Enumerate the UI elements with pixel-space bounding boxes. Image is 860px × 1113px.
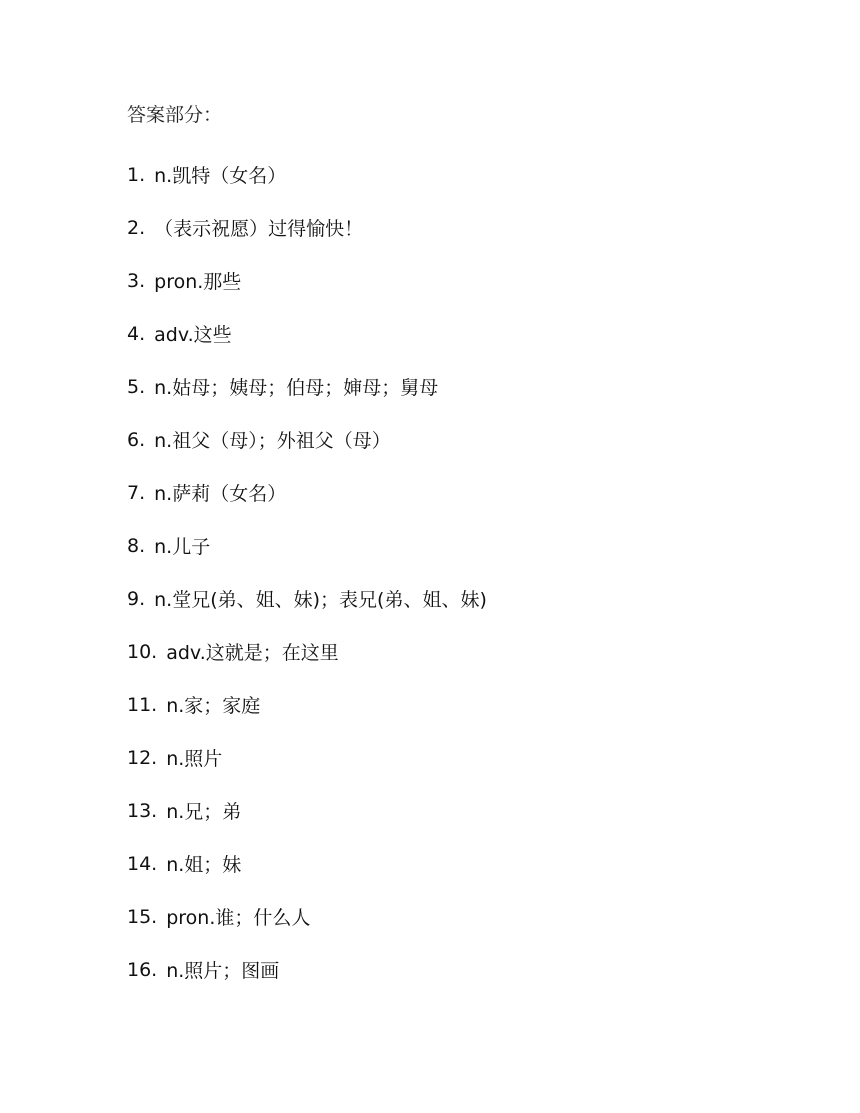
answer-text: pron.谁；什么人: [166, 907, 311, 929]
answer-section-heading: 答案部分：: [127, 104, 223, 126]
answer-number: 13.: [127, 799, 158, 822]
answer-number: 11.: [127, 693, 158, 716]
answer-item: [127, 201, 487, 254]
answer-text: n.祖父（母）；外祖父（母）: [154, 430, 391, 452]
answer-item: [127, 943, 487, 996]
answer-item: [127, 890, 487, 943]
answer-number: 4.: [127, 322, 146, 345]
answer-text: n.照片: [166, 748, 223, 770]
answer-number: 10.: [127, 640, 158, 663]
answer-text: n.家；家庭: [166, 695, 261, 717]
answer-item: [127, 572, 487, 625]
answer-number: 6.: [127, 428, 146, 451]
answer-text: n.凯特（女名）: [154, 165, 287, 187]
answer-number: 14.: [127, 852, 158, 875]
answer-text: n.堂兄(弟、姐、妹)；表兄(弟、姐、妹): [154, 589, 487, 611]
answer-list: [127, 148, 487, 996]
answer-item: [127, 731, 487, 784]
answer-text: adv.这就是；在这里: [166, 642, 339, 664]
answer-number: 9.: [127, 587, 146, 610]
answer-text: n.萨莉（女名）: [154, 483, 287, 505]
answer-item: [127, 466, 487, 519]
answer-item: [127, 413, 487, 466]
answer-number: 16.: [127, 958, 158, 981]
answer-text: n.姐；妹: [166, 854, 242, 876]
answer-item: [127, 519, 487, 572]
answer-number: 7.: [127, 481, 146, 504]
answer-item: [127, 307, 487, 360]
answer-text: n.儿子: [154, 536, 211, 558]
answer-number: 12.: [127, 746, 158, 769]
answer-item: [127, 148, 487, 201]
answer-text: n.姑母；姨母；伯母；婶母；舅母: [154, 377, 439, 399]
answer-number: 5.: [127, 375, 146, 398]
answer-text: （表示祝愿）过得愉快！: [154, 218, 364, 240]
answer-number: 2.: [127, 216, 146, 239]
answer-item: [127, 678, 487, 731]
answer-item: [127, 784, 487, 837]
answer-item: [127, 837, 487, 890]
answer-text: n.兄；弟: [166, 801, 242, 823]
answer-item: [127, 254, 487, 307]
answer-number: 8.: [127, 534, 146, 557]
answer-text: n.照片；图画: [166, 960, 280, 982]
answer-text: pron.那些: [154, 271, 242, 293]
answer-item: [127, 360, 487, 413]
answer-number: 1.: [127, 163, 146, 186]
answer-item: [127, 625, 487, 678]
answer-number: 3.: [127, 269, 146, 292]
answer-number: 15.: [127, 905, 158, 928]
answer-text: adv.这些: [154, 324, 232, 346]
